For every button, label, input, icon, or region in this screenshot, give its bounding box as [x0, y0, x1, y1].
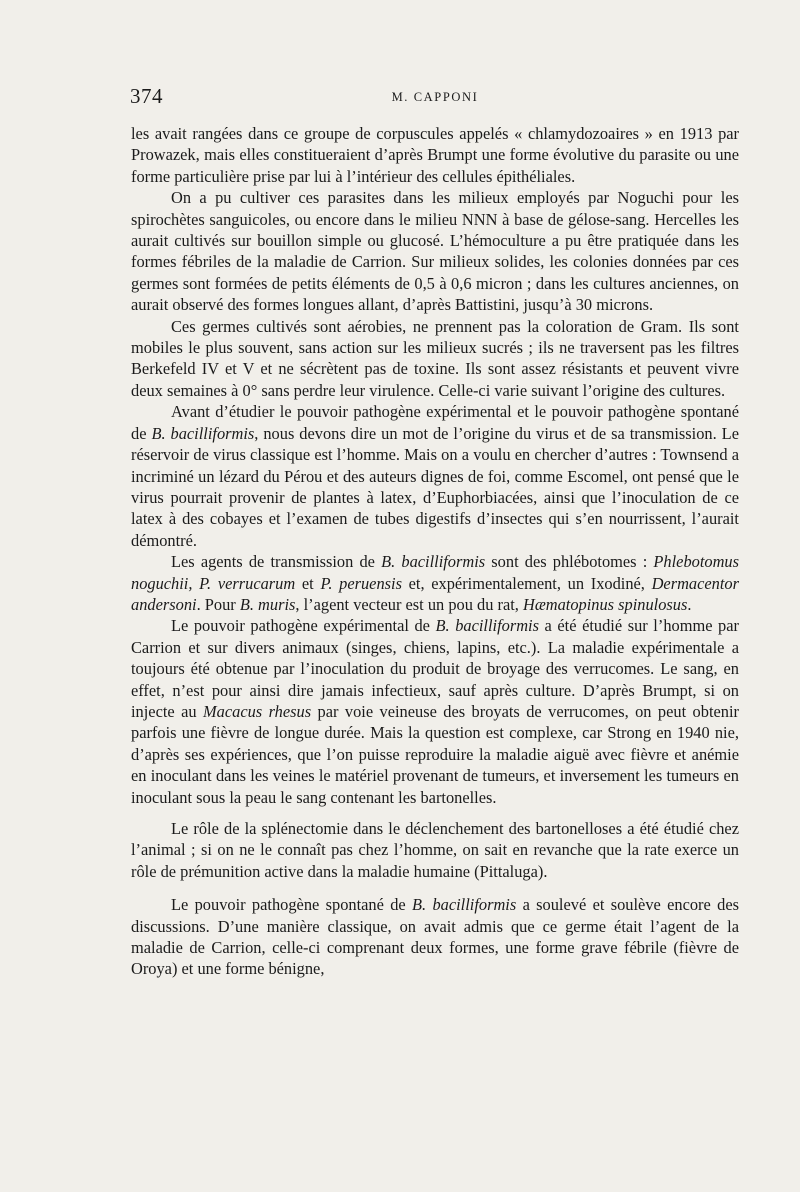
page-number: 374 — [130, 84, 163, 108]
text-run: et, expérimentalement, un Ixodiné, — [401, 573, 652, 593]
italic-run: Phlebotomus noguchii, P. verrucarum — [131, 552, 739, 593]
text-run: par voie veineuse des broyats de verrucomes, on peut obtenir parfois une fièvre de longue durée. Mais la question est complexe, car Strong en 1940 nie, d’après ses expériences, que l’on puisse reproduire la maladie aiguë avec fièvre et anémie en inoculant dans les veines le matériel provenant de tumeurs, et inversement les tumeurs en inoculant sous la peau le sang contenant les bartonelles. — [131, 701, 739, 807]
text-run: , nous devons dire un mot de l’origine du virus et de sa transmission. Le réservoir de virus classique est l’homme. Mais on a voulu en chercher d’autres : Townsend a incriminé un lézard du Pérou et des auteurs dignes de foi, comme Escomel, ont pensé que le virus pourrait provenir de plantes à latex, d’Euphorbiacées, ainsi que l’inoculation de ce latex à des cobayes et l’examen de tubes digestifs d’insectes qui s’en nourrissent, l’aurait démontré. — [131, 423, 739, 550]
italic-run: Hæmatopinus spinulosus — [522, 594, 688, 614]
text-run: Le rôle de la splénectomie dans le déclenchement des bartonelloses a été étudié chez l’animal ; si on ne le connaît pas chez l’homme, on sait en revanche que la rate exerce un rôle de prémunition active dans la maladie humaine (Pittaluga). — [131, 819, 739, 881]
italic-run: B. bacilliformis — [412, 895, 517, 915]
page-header — [130, 84, 740, 114]
text-run: les avait rangées dans ce groupe de corpuscules appelés « chlamydozoaires » en 1913 par Prowazek, mais elles constitueraient d’après Brumpt une forme évolutive du parasite ou une forme particulière prise par lui à l’intérieur des cellules épithéliales. — [131, 124, 739, 186]
italic-run: B. bacilliformis — [381, 552, 486, 572]
paragraph — [131, 316, 739, 402]
paragraph — [131, 818, 739, 882]
italic-run: Macacus rhesus — [203, 701, 312, 721]
text-run: , l’agent vecteur est un pou du rat, — [295, 594, 523, 614]
paragraph — [131, 894, 739, 980]
paragraph — [131, 401, 739, 551]
text-run: Le pouvoir pathogène spontané de — [171, 895, 413, 915]
text-run: Avant d’étudier le pouvoir pathogène expérimental et le pouvoir pathogène spontané de — [131, 402, 739, 443]
italic-run: Dermacentor andersoni — [131, 573, 739, 614]
text-run: . Pour — [196, 594, 240, 614]
text-run: Les agents de transmission de — [171, 552, 382, 572]
running-head: M. CAPPONI — [391, 90, 479, 104]
paragraph — [131, 551, 739, 615]
italic-run: P. peruensis — [320, 573, 402, 593]
paragraph — [131, 187, 739, 315]
text-run: et — [295, 573, 321, 593]
text-run: a soulevé et soulève encore des discussions. D’une manière classique, on avait admis que ce germe était l’agent de la maladie de Carrion, celle-ci comprenant deux formes, une forme grave fébrile (fièvre de Oroya) et une forme bénigne, — [131, 895, 739, 979]
body-text — [131, 123, 739, 980]
text-run: sont des phlébotomes : — [485, 552, 654, 572]
text-run: Le pouvoir pathogène expérimental de — [171, 616, 436, 636]
text-run: On a pu cultiver ces parasites dans les milieux employés par Noguchi pour les spirochètes sanguicoles, ou encore dans le milieu NNN à base de gélose-sang. Hercelles les aurait cultivés sur bouillon simple ou glucosé. L’hémoculture a pu être pratiquée dans les formes fébriles de la maladie de Carrion. Sur milieux solides, les colonies données par ces germes sont formées de petits éléments de 0,5 à 0,6 micron ; dans les cultures anciennes, on aurait observé des formes longues allant, d’après Battistini, jusqu’à 30 microns. — [131, 188, 739, 315]
text-run: a été étudié sur l’homme par Carrion et sur divers animaux (singes, chiens, lapins, etc.). La maladie expérimentale a toujours été obtenue par l’inoculation du produit de broyage des verrucomes. Le sang, en effet, n’est pour ainsi dire jamais infectieux, sauf après culture. D’après Brumpt, si on injecte au — [131, 616, 739, 721]
italic-run: B. muris — [239, 594, 296, 614]
paragraph — [131, 123, 739, 187]
text-run: Ces germes cultivés sont aérobies, ne prennent pas la coloration de Gram. Ils sont mobiles le plus souvent, sans action sur les milieux sucrés ; ils ne traversent pas les filtres Berkefeld IV et V et ne sécrètent pas de toxine. Ils sont assez résistants et peuvent vivre deux semaines à 0° sans perdre leur virulence. Celle-ci varie suivant l’origine des cultures. — [131, 316, 739, 400]
italic-run: B. bacilliformis — [151, 423, 255, 443]
italic-run: B. bacilliformis — [435, 616, 539, 636]
paragraph — [131, 615, 739, 808]
text-run: . — [687, 594, 692, 614]
